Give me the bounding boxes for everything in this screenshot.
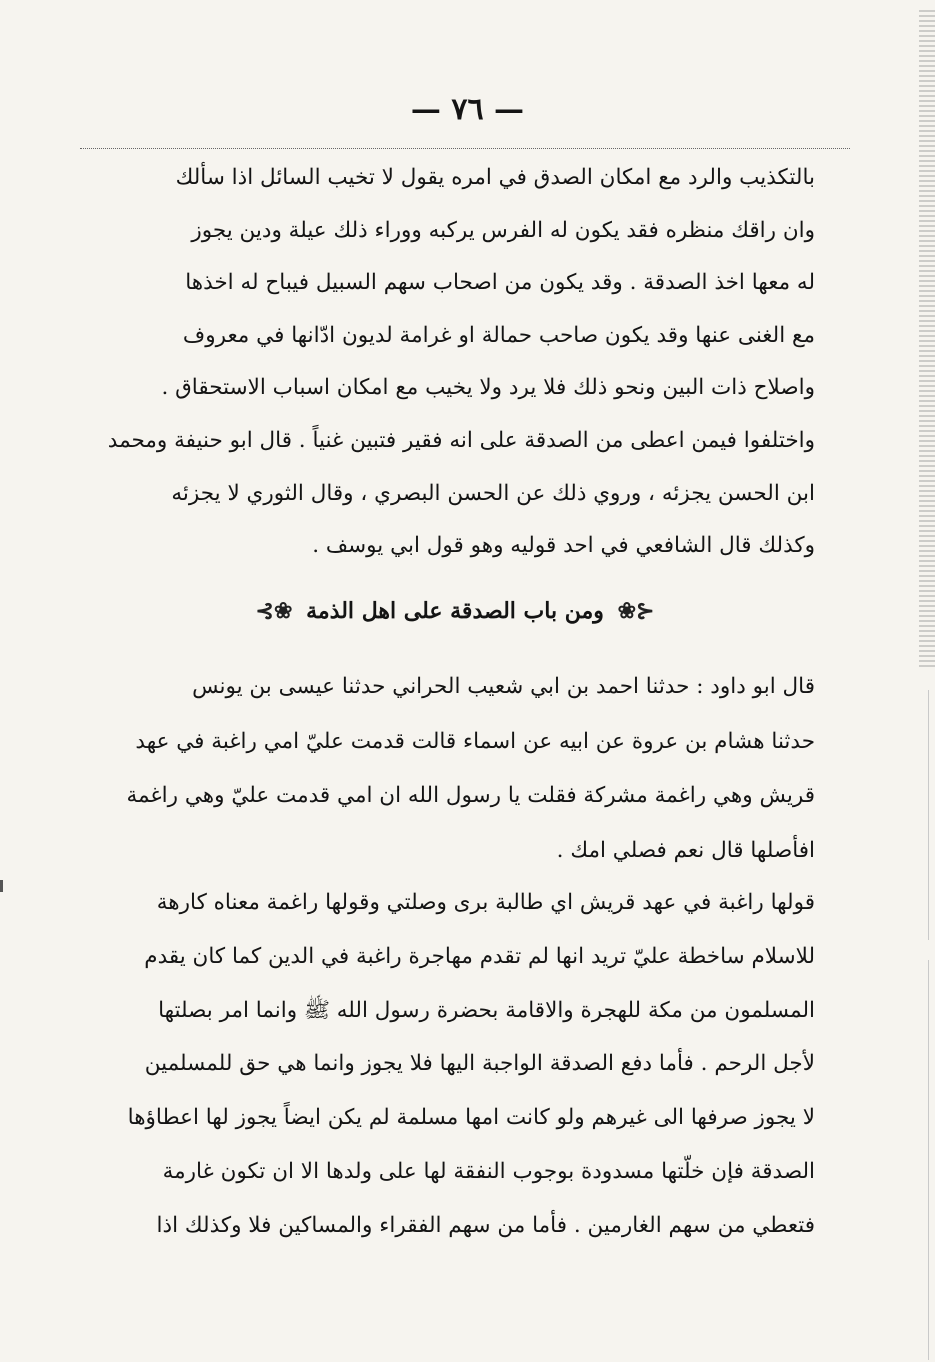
paragraph-block-3	[95, 876, 815, 1253]
scan-margin-line	[928, 690, 929, 940]
text-line: وان راقك منظره فقد يكون له الفرس يركبه ووراء ذلك عيلة ودين يجوز	[191, 217, 815, 243]
text-line: واختلفوا فيمن اعطى من الصدقة على انه فقير فتبين غنياً . قال ابو حنيفة ومحمد	[107, 427, 815, 453]
text-line: قريش وهي راغمة مشركة فقلت يا رسول الله ان امي قدمت عليّ وهي راغمة	[126, 783, 815, 809]
ornament-right-icon: ⊰❀	[617, 598, 655, 624]
header-divider	[80, 148, 850, 149]
text-line: لأجل الرحم . فأما دفع الصدقة الواجبة اليها فلا يجوز وانما هي حق للمسلمين	[144, 1051, 815, 1077]
text-line: قولها راغبة في عهد قريش اي طالبة برى وصلتي وقولها راغمة معناه كارهة	[156, 890, 815, 915]
page-number: — ٧٦ —	[410, 92, 525, 127]
text-line: قال ابو داود : حدثنا احمد بن ابي شعيب الحراني حدثنا عيسى بن يونس	[192, 674, 815, 699]
text-line: وكذلك قال الشافعي في احد قوليه وهو قول ابي يوسف .	[312, 533, 815, 559]
text-line: مع الغنى عنها وقد يكون صاحب حمالة او غرامة لديون ادّانها في معروف	[182, 322, 815, 348]
text-line: افأصلها قال نعم فصلي امك .	[556, 837, 815, 863]
text-line: الصدقة فإن خلّتها مسدودة بوجوب النفقة لها على ولدها الا ان تكون غارمة	[162, 1158, 815, 1184]
paragraph-block-1	[95, 152, 815, 573]
text-line: بالتكذيب والرد مع امكان الصدق في امره يقول لا تخيب السائل اذا سألك	[175, 165, 815, 190]
text-line: ابن الحسن يجزئه ، وروي ذلك عن الحسن البصري ، وقال الثوري لا يجزئه	[171, 480, 815, 506]
text-line: لا يجوز صرفها الى غيرهم ولو كانت امها مسلمة لم يكن ايضاً يجوز لها اعطاؤها	[127, 1105, 815, 1131]
text-line: له معها اخذ الصدقة . وقد يكون من اصحاب سهم السبيل فيباح له اخذها	[185, 270, 815, 296]
section-heading-text: ومن باب الصدقة على اهل الذمة	[306, 598, 604, 624]
text-line: واصلاح ذات البين ونحو ذلك فلا يرد ولا يخيب مع امكان اسباب الاستحقاق .	[161, 375, 815, 401]
text-line: المسلمون من مكة للهجرة والاقامة بحضرة رسول الله ﷺ وانما امر بصلتها	[158, 997, 815, 1023]
text-line: فتعطي من سهم الغارمين . فأما من سهم الفقراء والمساكين فلا وكذلك اذا	[156, 1212, 815, 1238]
section-heading	[95, 598, 815, 624]
text-line: حدثنا هشام بن عروة عن ابيه عن اسماء قالت قدمت عليّ امي راغبة في عهد	[135, 728, 815, 754]
scan-margin-line	[928, 960, 929, 1360]
paragraph-block-2	[95, 660, 815, 878]
text-line: للاسلام ساخطة عليّ تريد انها لم تقدم مهاجرة راغبة في الدين كما كان يقدم	[144, 943, 815, 969]
scan-edge-mark	[0, 880, 3, 892]
ornament-left-icon: ❀⊱	[255, 598, 293, 624]
